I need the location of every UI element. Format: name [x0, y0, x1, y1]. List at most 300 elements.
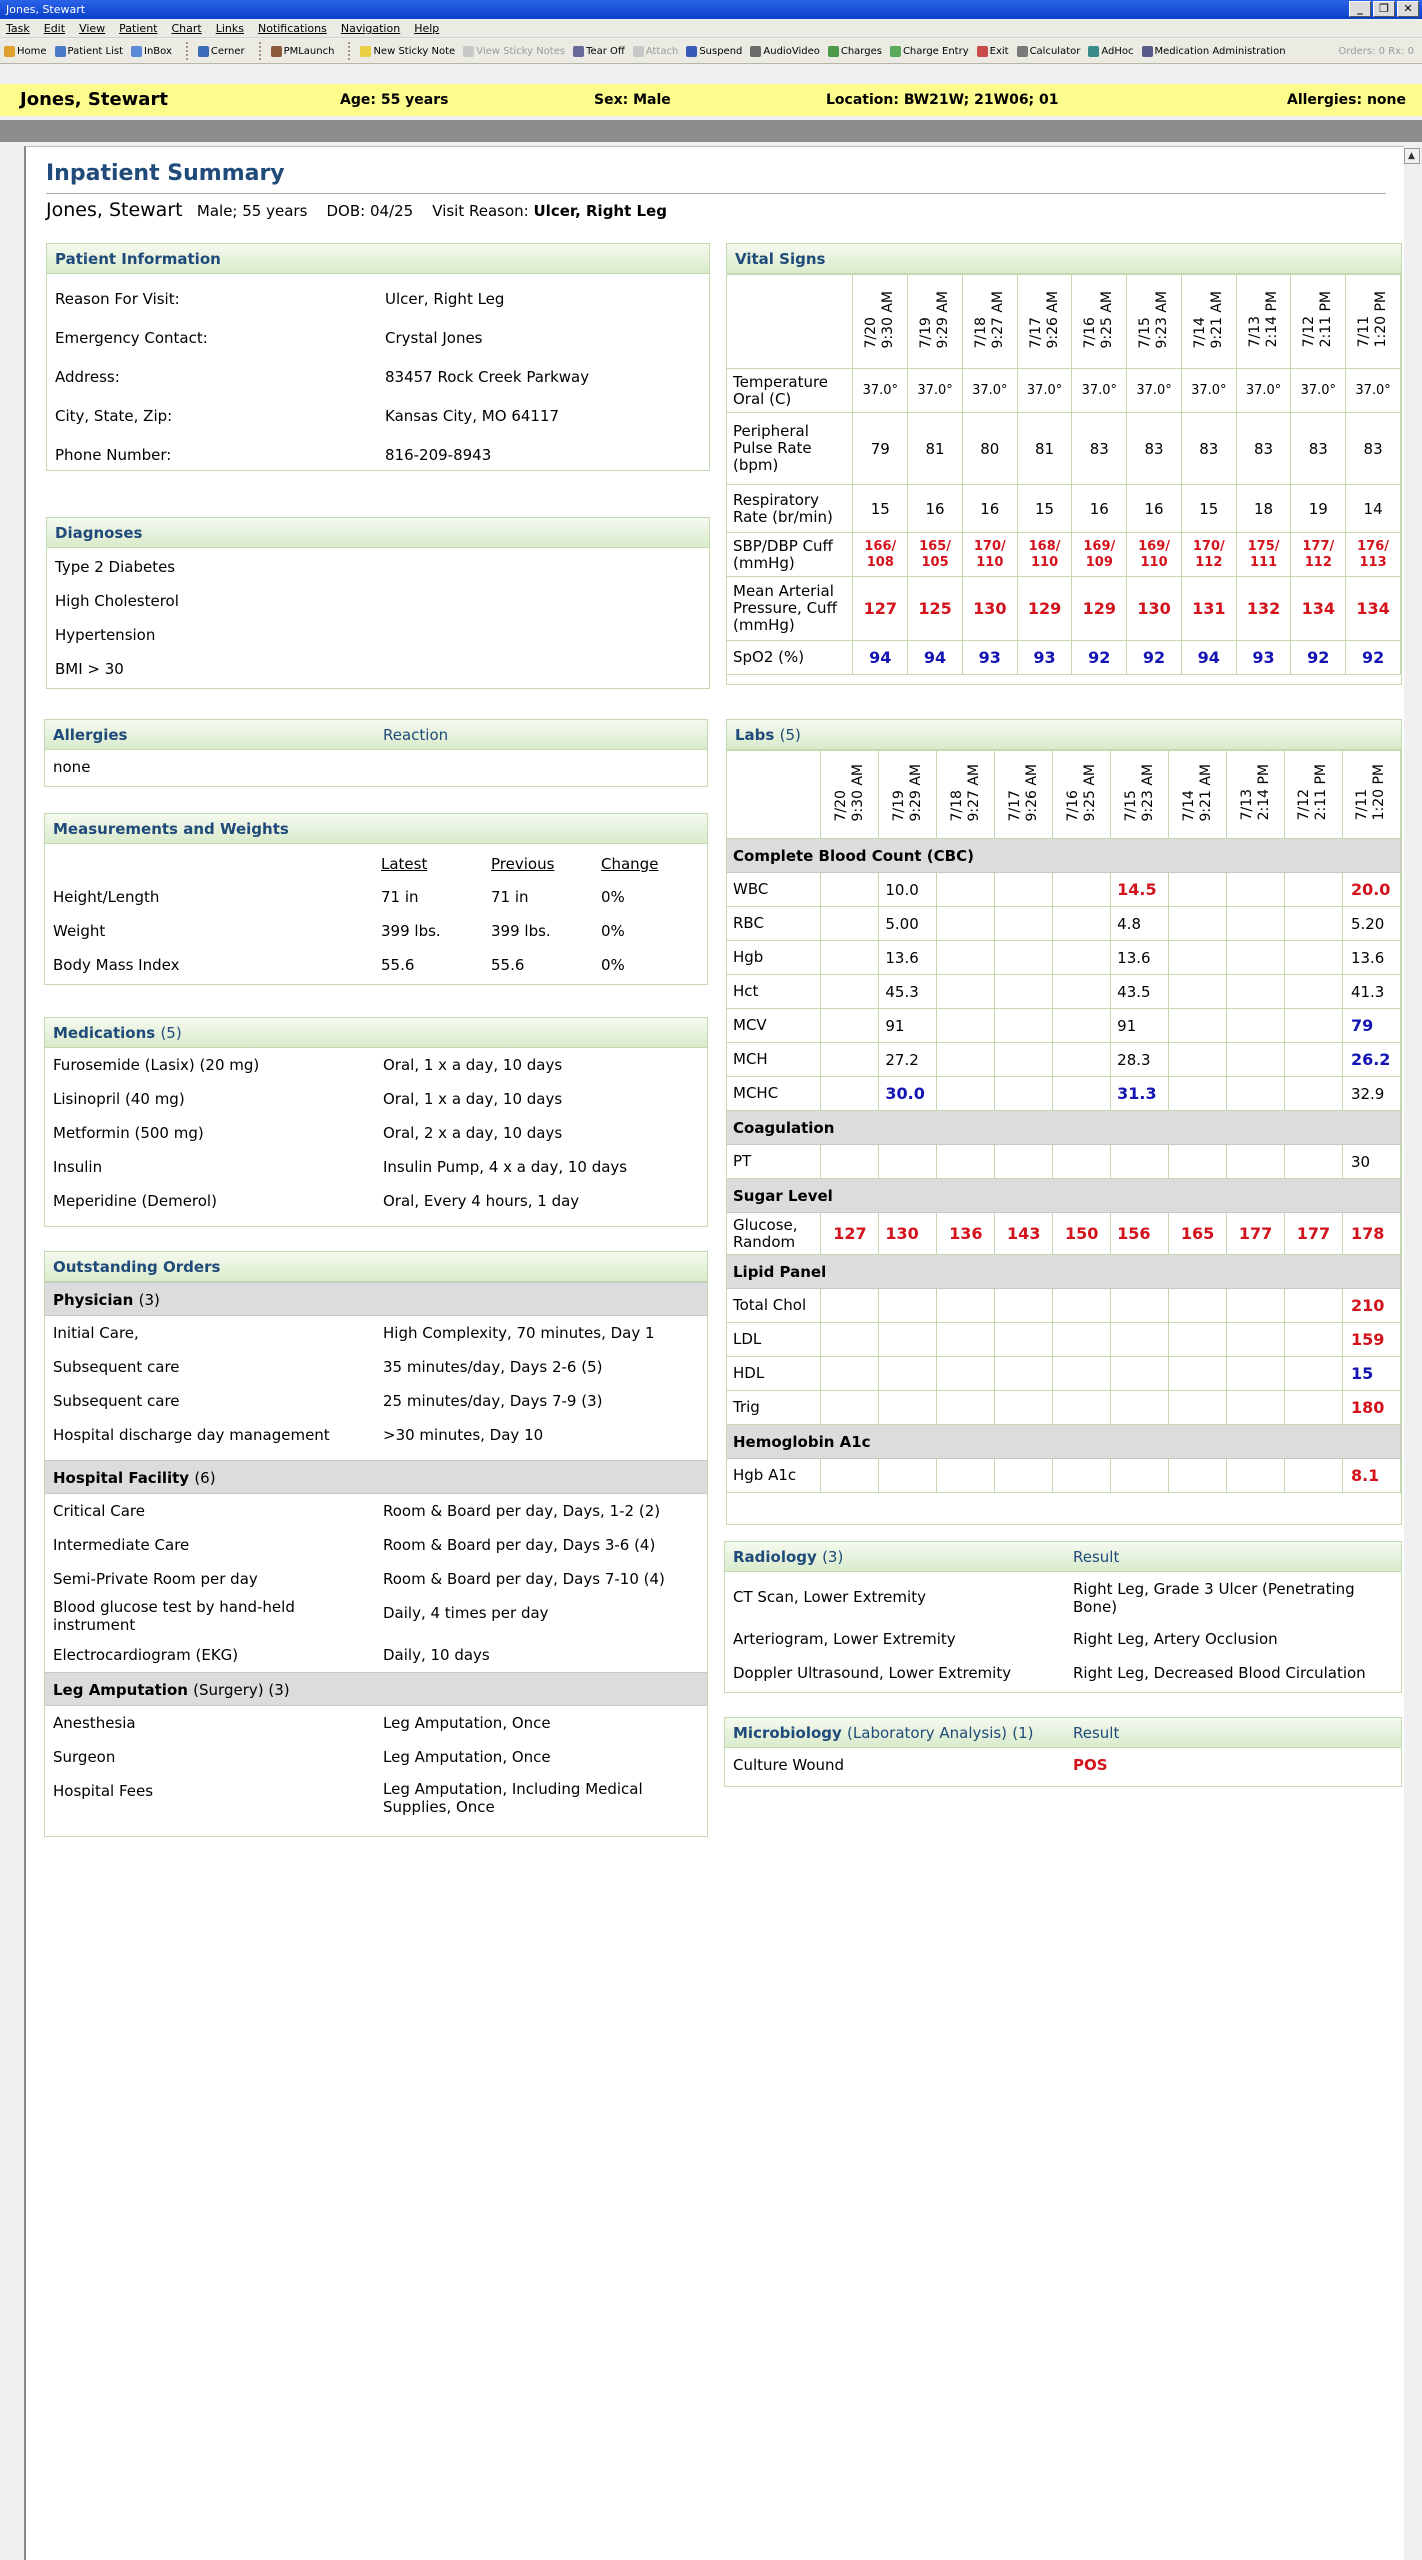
- patient-info-label: Phone Number:: [55, 446, 172, 464]
- labs-value-text: 127: [833, 1224, 867, 1243]
- vitals-value-text: 37.0°: [1136, 383, 1172, 398]
- order-row: [45, 1774, 707, 1816]
- vitals-value-text: 16: [1089, 499, 1109, 518]
- labs-time: 2:11 PM: [1313, 764, 1330, 821]
- vitals-value: [1346, 577, 1401, 641]
- minimize-button[interactable]: _: [1349, 1, 1371, 17]
- medications-count: (5): [160, 1024, 182, 1042]
- vitals-value: [908, 485, 963, 533]
- vitals-date-header: [1236, 275, 1291, 369]
- labs-date: 7/19: [890, 789, 907, 822]
- menu-notifications[interactable]: Notifications: [257, 22, 327, 35]
- vitals-row-label: Temperature Oral (C): [727, 369, 853, 413]
- radiology-result: Right Leg, Artery Occlusion: [1073, 1630, 1278, 1648]
- radiology-result-header: Result: [1073, 1548, 1120, 1566]
- patient-info-label: Reason For Visit:: [55, 290, 180, 308]
- labs-value: [821, 975, 879, 1009]
- measurement-label: Height/Length: [53, 888, 160, 906]
- home-icon: [4, 46, 15, 57]
- labs-value-text: 165: [1180, 1224, 1215, 1243]
- labs-value: [995, 1043, 1053, 1077]
- vitals-value-text: 18: [1254, 499, 1274, 518]
- labs-value: [937, 1391, 995, 1425]
- vitals-value-text: 93: [1033, 648, 1056, 667]
- labs-value: [821, 1043, 879, 1077]
- vitals-value: [1181, 485, 1236, 533]
- labs-value: [1342, 1357, 1400, 1391]
- labs-value: [1227, 1391, 1285, 1425]
- order-name: Critical Care: [53, 1502, 145, 1520]
- vitals-date-label: [918, 291, 952, 349]
- vitals-row: [727, 485, 1401, 533]
- vitals-value-text: 15: [1035, 499, 1055, 518]
- menu-bar: [0, 20, 1422, 38]
- order-name: Electrocardiogram (EKG): [53, 1646, 239, 1664]
- vitals-corner-cell: [727, 275, 853, 369]
- measurements-header-row: [45, 844, 707, 880]
- labs-value-text: 41.3: [1350, 982, 1385, 1001]
- section-header: [725, 1542, 1401, 1572]
- patient-info-row: [47, 358, 709, 397]
- medication-row: [45, 1116, 707, 1150]
- labs-value: [821, 1391, 879, 1425]
- labs-value: [821, 1289, 879, 1323]
- labs-value: [1111, 941, 1169, 975]
- labs-value: [1285, 1357, 1343, 1391]
- vitals-value: [853, 533, 908, 577]
- vitals-value: [1072, 485, 1127, 533]
- vitals-value: [1127, 369, 1182, 413]
- vitals-value: [962, 577, 1017, 641]
- labs-value: [1342, 975, 1400, 1009]
- radiology-section: [724, 1541, 1402, 1693]
- labs-value: [937, 975, 995, 1009]
- toolbar-button-label: Suspend: [699, 45, 743, 57]
- labs-value: [1285, 1213, 1343, 1255]
- labs-value: [995, 1391, 1053, 1425]
- order-row: [45, 1418, 707, 1460]
- labs-value: [1227, 1323, 1285, 1357]
- vitals-value: [1017, 369, 1072, 413]
- order-name: Subsequent care: [53, 1358, 180, 1376]
- vitals-value-text: 129: [1027, 599, 1062, 618]
- labs-value: [1169, 1323, 1227, 1357]
- vitals-value: [1127, 577, 1182, 641]
- labs-time: 9:25 AM: [1081, 763, 1098, 822]
- labs-value: [1111, 873, 1169, 907]
- labs-value: [1053, 1145, 1111, 1179]
- order-group-count: (3): [138, 1291, 160, 1309]
- labs-value: [1342, 1077, 1400, 1111]
- scroll-up-icon[interactable]: ▲: [1404, 148, 1420, 164]
- toolbar-button-label: New Sticky Note: [373, 45, 456, 57]
- labs-value: [1053, 1323, 1111, 1357]
- vitals-time: 2:14 PM: [1263, 291, 1280, 348]
- labs-time: 9:30 AM: [849, 763, 866, 822]
- labs-value: [1053, 1391, 1111, 1425]
- toolbar-view-sticky-notes-button[interactable]: [463, 39, 565, 64]
- vitals-time: 9:21 AM: [1208, 290, 1225, 349]
- toolbar-grip[interactable]: [348, 42, 354, 60]
- labs-value: [1285, 1459, 1343, 1493]
- labs-value: [937, 1459, 995, 1493]
- labs-date-header: [937, 751, 995, 839]
- labs-value: [937, 1213, 995, 1255]
- pmlaunch-icon: [271, 46, 282, 57]
- vitals-value: [1291, 413, 1346, 485]
- vitals-value: [1127, 485, 1182, 533]
- labs-value: [1227, 873, 1285, 907]
- labs-value: [1053, 941, 1111, 975]
- vitals-value-text: 37.0°: [862, 383, 899, 398]
- vitals-value-text: 170/ 112: [1192, 538, 1225, 570]
- medication-name: Furosemide (Lasix) (20 mg): [53, 1056, 260, 1074]
- section-header: Vital Signs: [727, 244, 1401, 274]
- orders-counter: Orders: 0 Rx: 0: [1338, 45, 1414, 57]
- labs-value: [1227, 1009, 1285, 1043]
- microbiology-section: [724, 1717, 1402, 1787]
- labs-value: [1053, 1213, 1111, 1255]
- toolbar: [0, 39, 1422, 64]
- labs-date-label: [833, 764, 867, 822]
- vitals-value-text: 37.0°: [1245, 383, 1282, 398]
- vitals-value: [853, 413, 908, 485]
- window-title-bar: [0, 0, 1422, 19]
- vitals-value-text: 129: [1082, 599, 1117, 618]
- toolbar-attach-button[interactable]: [633, 39, 678, 64]
- patient-info-value: Kansas City, MO 64117: [385, 407, 560, 425]
- latest-header: Latest: [381, 855, 428, 873]
- menu-patient[interactable]: Patient: [119, 22, 158, 35]
- vitals-value-text: 134: [1356, 599, 1390, 618]
- order-detail: 35 minutes/day, Days 2-6 (5): [383, 1358, 603, 1376]
- labs-value: [995, 1077, 1053, 1111]
- radiology-result: Right Leg, Decreased Blood Circulation: [1073, 1664, 1366, 1682]
- labs-value: [879, 1213, 937, 1255]
- vitals-value-text: 177/ 112: [1302, 538, 1335, 570]
- labs-group-name: Sugar Level: [727, 1179, 1401, 1213]
- labs-group-name: Coagulation: [727, 1111, 1401, 1145]
- vitals-value: [1017, 485, 1072, 533]
- vitals-date: 7/15: [1137, 316, 1154, 349]
- vitals-value: [1346, 641, 1401, 675]
- toolbar-patient-list-button[interactable]: [55, 39, 123, 64]
- vitals-value: [908, 577, 963, 641]
- menu-view[interactable]: View: [79, 22, 106, 35]
- labs-value-text: 130: [885, 1224, 919, 1243]
- medication-row: [45, 1184, 707, 1218]
- labs-value: [879, 1289, 937, 1323]
- labs-value: [1227, 1357, 1285, 1391]
- vitals-row: [727, 641, 1401, 675]
- toolbar-charges-button[interactable]: [828, 39, 882, 64]
- labs-row: [727, 1323, 1401, 1357]
- vitals-value-text: 94: [923, 648, 947, 667]
- toolbar-exit-button[interactable]: [977, 39, 1009, 64]
- toolbar-cerner-button[interactable]: [198, 39, 245, 64]
- toolbar-audio-video-button[interactable]: [750, 39, 819, 64]
- labs-row: [727, 1459, 1401, 1493]
- medication-sig: Insulin Pump, 4 x a day, 10 days: [383, 1158, 628, 1176]
- labs-value: [821, 1145, 879, 1179]
- menu-chart[interactable]: Chart: [171, 22, 202, 35]
- microbiology-subtitle: (Laboratory Analysis): [847, 1724, 1008, 1742]
- labs-value: [1342, 1043, 1400, 1077]
- labs-value: [821, 1357, 879, 1391]
- labs-row-label: Trig: [727, 1391, 821, 1425]
- vitals-value: [1236, 641, 1291, 675]
- vitals-value-text: 131: [1192, 599, 1226, 618]
- medication-sig: Oral, 2 x a day, 10 days: [383, 1124, 563, 1142]
- patient-name: Jones, Stewart: [46, 199, 183, 221]
- labs-date-header: [1053, 751, 1111, 839]
- vitals-value: [908, 641, 963, 675]
- diagnoses-list: [47, 548, 709, 686]
- vitals-date-header: [1346, 275, 1401, 369]
- labs-row-label: Hct: [727, 975, 821, 1009]
- order-row: [45, 1740, 707, 1774]
- labs-date: 7/16: [1064, 789, 1081, 822]
- labs-value: [1227, 1459, 1285, 1493]
- medication-sig: Oral, 1 x a day, 10 days: [383, 1056, 563, 1074]
- labs-value: [1342, 941, 1400, 975]
- toolbar-button-label: View Sticky Notes: [476, 45, 566, 57]
- labs-value: [937, 1289, 995, 1323]
- labs-value: [995, 1357, 1053, 1391]
- labs-value: [1053, 1289, 1111, 1323]
- vitals-value: [1346, 485, 1401, 533]
- labs-group-name: Complete Blood Count (CBC): [727, 839, 1401, 873]
- measurements-section: [44, 813, 708, 985]
- vitals-value: [853, 369, 908, 413]
- labs-value: [1227, 1077, 1285, 1111]
- radiology-exam: Doppler Ultrasound, Lower Extremity: [733, 1664, 1012, 1682]
- vitals-value: [1346, 413, 1401, 485]
- vitals-date: 7/17: [1027, 316, 1044, 349]
- patient-info-row: [47, 280, 709, 319]
- labs-value: [1285, 1323, 1343, 1357]
- order-name: Semi-Private Room per day: [53, 1570, 258, 1588]
- labs-value: [1227, 1289, 1285, 1323]
- view-sticky-notes-icon: [463, 46, 474, 57]
- radiology-list: [725, 1572, 1401, 1690]
- vitals-value: [1291, 485, 1346, 533]
- vitals-value: [1127, 413, 1182, 485]
- labs-row-label: Hgb: [727, 941, 821, 975]
- toolbar-sticky-note-button[interactable]: [360, 39, 455, 64]
- labs-row: [727, 907, 1401, 941]
- labs-row-label: PT: [727, 1145, 821, 1179]
- vitals-date: 7/16: [1082, 316, 1099, 349]
- close-button[interactable]: ✕: [1397, 1, 1419, 17]
- labs-date-label: [1065, 764, 1099, 822]
- labs-value-text: 143: [1007, 1224, 1041, 1243]
- vitals-value: [1346, 369, 1401, 413]
- menu-navigation[interactable]: Navigation: [340, 22, 401, 35]
- labs-value-text: 5.00: [885, 914, 919, 933]
- toolbar-button-label: Home: [17, 45, 47, 57]
- labs-date: 7/17: [1006, 789, 1023, 822]
- labs-value: [821, 1459, 879, 1493]
- vitals-date: 7/14: [1191, 316, 1208, 349]
- labs-date-header: [995, 751, 1053, 839]
- labs-date-label: [949, 764, 983, 822]
- labs-value-text: 79: [1350, 1016, 1374, 1035]
- labs-value: [937, 941, 995, 975]
- toolbar-button-label: Tear Off: [586, 45, 625, 57]
- labs-value: [1111, 1323, 1169, 1357]
- labs-row-label: LDL: [727, 1323, 821, 1357]
- vitals-row-label: SBP/DBP Cuff (mmHg): [727, 533, 853, 577]
- section-header: [45, 1018, 707, 1048]
- labs-value: [1169, 1357, 1227, 1391]
- toolbar-adhoc-button[interactable]: [1088, 39, 1133, 64]
- measurement-latest: 55.6: [381, 956, 415, 974]
- labs-value: [995, 1213, 1053, 1255]
- menu-links[interactable]: Links: [215, 22, 244, 35]
- order-group-name: Physician: [53, 1291, 134, 1309]
- patient-info-row: [47, 397, 709, 436]
- labs-value-text: 4.8: [1117, 914, 1142, 933]
- labs-value: [937, 873, 995, 907]
- vitals-value-text: 130: [1137, 599, 1171, 618]
- vitals-time: 2:11 PM: [1318, 291, 1335, 348]
- vitals-date-header: [1017, 275, 1072, 369]
- labs-value: [1111, 1145, 1169, 1179]
- labs-value: [1227, 975, 1285, 1009]
- labs-value: [1053, 1077, 1111, 1111]
- labs-value: [1169, 975, 1227, 1009]
- labs-value: [1169, 941, 1227, 975]
- toolbar-calculator-button[interactable]: [1017, 39, 1081, 64]
- labs-value: [879, 1459, 937, 1493]
- labs-value-text: 20.0: [1350, 880, 1391, 899]
- labs-row: [727, 873, 1401, 907]
- toolbar-charge-entry-button[interactable]: [890, 39, 969, 64]
- vitals-value: [1181, 577, 1236, 641]
- labs-table: [727, 750, 1401, 1493]
- labs-date: 7/15: [1122, 789, 1139, 822]
- measurement-previous: 55.6: [491, 956, 525, 974]
- labs-value: [1111, 1357, 1169, 1391]
- labs-value: [995, 1145, 1053, 1179]
- banner-location: Location: BW21W; 21W06; 01: [826, 92, 1059, 108]
- labs-value: [1342, 1213, 1400, 1255]
- toolbar-medication-administration-button[interactable]: [1142, 39, 1286, 64]
- toolbar-suspend-button[interactable]: [686, 39, 742, 64]
- labs-value-text: 31.3: [1117, 1084, 1157, 1103]
- microbiology-test: Culture Wound: [733, 1756, 845, 1774]
- labs-value: [879, 1077, 937, 1111]
- radiology-exam: Arteriogram, Lower Extremity: [733, 1630, 956, 1648]
- toolbar-tear-off-button[interactable]: [573, 39, 625, 64]
- menu-edit[interactable]: Edit: [43, 22, 66, 35]
- radiology-count: (3): [822, 1548, 844, 1566]
- patient-info-label: Emergency Contact:: [55, 329, 208, 347]
- patient-info-value: Ulcer, Right Leg: [385, 290, 505, 308]
- patient-list-icon: [55, 46, 66, 57]
- vitals-value-text: 81: [1035, 439, 1055, 458]
- labs-time: 2:14 PM: [1255, 764, 1272, 821]
- vitals-date-label: [1137, 291, 1171, 349]
- vitals-time: 9:26 AM: [1044, 290, 1061, 349]
- labs-date-header: [1169, 751, 1227, 839]
- labs-value-text: 91: [1117, 1016, 1137, 1035]
- vitals-date-header: [962, 275, 1017, 369]
- menu-help[interactable]: Help: [414, 22, 440, 35]
- section-header: Patient Information: [47, 244, 709, 274]
- radiology-title: Radiology: [733, 1548, 817, 1566]
- measurement-latest: 71 in: [381, 888, 419, 906]
- labs-date-label: [1239, 764, 1273, 820]
- order-row: [45, 1350, 707, 1384]
- restore-button[interactable]: ❐: [1373, 1, 1395, 17]
- vitals-value: [1127, 641, 1182, 675]
- vitals-value-text: 92: [1307, 648, 1330, 667]
- labs-value: [1169, 1391, 1227, 1425]
- vitals-value-text: 125: [918, 599, 952, 618]
- measurement-row: [45, 880, 707, 914]
- labs-value-text: 150: [1064, 1224, 1099, 1243]
- labs-value-text: 159: [1350, 1330, 1385, 1349]
- labs-value: [1227, 907, 1285, 941]
- order-name: Anesthesia: [53, 1714, 136, 1732]
- vitals-value-text: 132: [1246, 599, 1281, 618]
- microbiology-result: POS: [1073, 1756, 1108, 1774]
- diagnosis-item: Hypertension: [55, 626, 156, 644]
- menu-task[interactable]: Task: [6, 22, 30, 35]
- labs-value: [1285, 1391, 1343, 1425]
- vitals-value-text: 37.0°: [1300, 383, 1337, 398]
- labs-value: [821, 873, 879, 907]
- labs-value: [1342, 1323, 1400, 1357]
- vitals-value: [1181, 533, 1236, 577]
- labs-time: 1:20 PM: [1371, 764, 1388, 821]
- vitals-date-label: [1356, 291, 1390, 347]
- toolbar-inbox-button[interactable]: [131, 39, 172, 64]
- diagnosis-item: High Cholesterol: [55, 592, 179, 610]
- order-name: Subsequent care: [53, 1392, 180, 1410]
- vitals-value: [1181, 641, 1236, 675]
- vitals-date-header: [1127, 275, 1182, 369]
- labs-value: [1285, 907, 1343, 941]
- toolbar-grip[interactable]: [186, 42, 192, 60]
- order-group-header: [45, 1282, 707, 1316]
- banner-separator: [0, 120, 1422, 142]
- labs-value-text: 30.0: [885, 1084, 925, 1103]
- toolbar-button-label: Exit: [989, 45, 1009, 57]
- labs-value: [937, 1043, 995, 1077]
- toolbar-button-label: AdHoc: [1101, 45, 1134, 57]
- labs-date-header-row: [727, 751, 1401, 839]
- labs-value: [1111, 1391, 1169, 1425]
- labs-value: [937, 1357, 995, 1391]
- toolbar-pmlaunch-button[interactable]: [271, 39, 335, 64]
- section-header: [727, 720, 1401, 750]
- toolbar-home-button[interactable]: [4, 39, 47, 64]
- labs-title: Labs: [735, 726, 775, 744]
- measurement-row: [45, 948, 707, 982]
- labs-corner-cell: [727, 751, 821, 839]
- patient-information-section: [46, 243, 710, 471]
- microbiology-result-header: Result: [1073, 1724, 1120, 1742]
- vitals-date-label: [863, 291, 897, 349]
- charges-icon: [828, 46, 839, 57]
- labs-value: [995, 873, 1053, 907]
- vitals-time: 9:27 AM: [989, 290, 1006, 349]
- vitals-date-label: [973, 291, 1007, 349]
- toolbar-grip[interactable]: [259, 42, 265, 60]
